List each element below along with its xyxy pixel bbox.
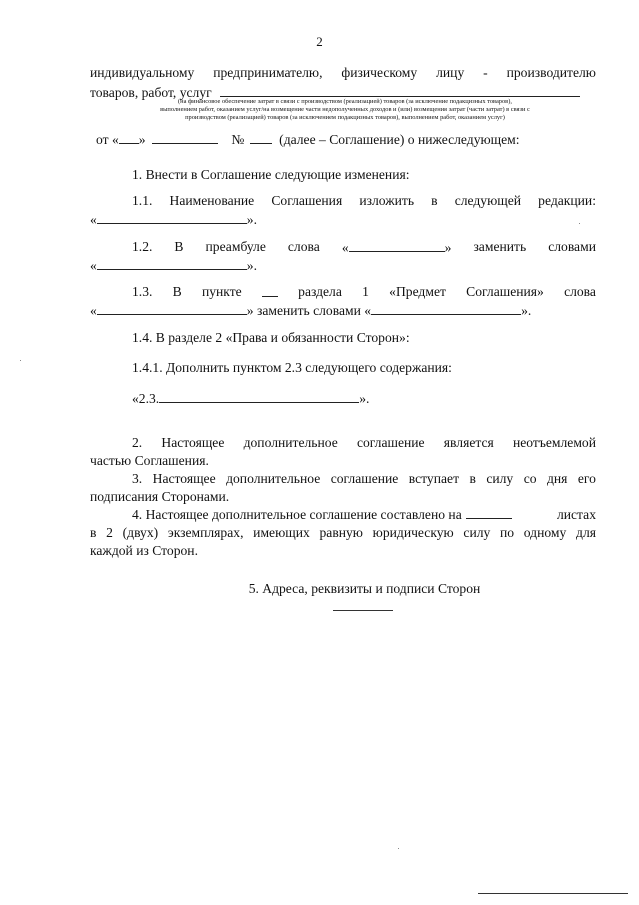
word: - <box>483 65 488 80</box>
word: лицу <box>436 65 465 80</box>
scan-speck <box>20 360 21 361</box>
word: по <box>500 525 515 540</box>
agreement-number-field[interactable] <box>250 132 272 144</box>
item-1: 1. Внести в Соглашение следующие изменения: <box>132 167 410 182</box>
page-number: 2 <box>316 34 323 49</box>
word: индивидуальному <box>90 65 195 80</box>
item-1-2-number: 1.2. <box>132 239 153 254</box>
word: Настоящее <box>161 435 225 450</box>
item-1-2-line-2 <box>90 258 257 273</box>
word-preambule: преамбуле <box>205 239 266 254</box>
old-words-field[interactable] <box>97 303 247 315</box>
close-quote: ». <box>246 212 257 227</box>
word-predmet: «Предмет <box>389 284 446 299</box>
item-5-heading: 5. Адреса, реквизиты и подписи Сторон <box>248 581 481 596</box>
item-2-3-text <box>132 391 369 406</box>
intro-line-1 <box>90 66 596 80</box>
item-1-3-number: 1.3. <box>132 284 153 299</box>
word: дополнительное <box>226 471 321 486</box>
item-1-4-1: 1.4.1. Дополнить пунктом 2.3 следующего содержания: <box>132 360 452 375</box>
word: силу <box>486 471 514 486</box>
bottom-rule <box>478 893 628 894</box>
close-quote: ». <box>521 303 532 318</box>
clause-2-3-close: ». <box>359 391 370 406</box>
section-divider <box>333 610 393 611</box>
item-3-line-2: подписания Сторонами. <box>90 489 230 504</box>
close-quote: » <box>444 240 452 255</box>
word: изложить <box>359 193 415 208</box>
item-1-3-line-1 <box>132 285 596 299</box>
close-quote: ». <box>246 258 257 273</box>
clause-2-3-open: «2.3. <box>132 391 160 406</box>
word-slova: слова <box>564 284 596 299</box>
item-1-1-line-1 <box>132 194 596 208</box>
scan-speck <box>579 223 580 224</box>
word: неотъемлемой <box>512 435 596 450</box>
word: имеющих <box>253 525 310 540</box>
item-1-2-line-1 <box>132 240 596 255</box>
number-sign: № <box>231 132 245 147</box>
word: 1.1. <box>132 193 153 208</box>
word: одному <box>523 525 567 540</box>
agreement-date-line <box>96 132 520 147</box>
word: следующей <box>454 193 522 208</box>
word-slova: слова <box>287 239 320 254</box>
from-close-quote: » <box>138 132 146 147</box>
word: Наименование <box>169 193 255 208</box>
item-4-line-3: каждой из Сторон. <box>90 543 198 558</box>
word-zamenit: заменить <box>473 239 527 254</box>
word-slovami: словами <box>548 239 596 254</box>
word: 3. <box>132 471 143 486</box>
item-1-4: 1.4. В разделе 2 «Права и обязанности Сторон»: <box>132 330 410 345</box>
open-quote: « <box>90 212 97 227</box>
intro-goods-text: товаров, работ, услуг <box>90 85 212 100</box>
word: (двух) <box>122 525 159 540</box>
word: соглашение <box>356 435 425 450</box>
month-year-field[interactable] <box>152 132 218 144</box>
item-1-1-line-2 <box>90 212 257 227</box>
item-2-line-1 <box>132 436 596 450</box>
item-4-line-1 <box>132 507 596 522</box>
word: Соглашения <box>271 193 343 208</box>
word: физическому <box>341 65 418 80</box>
scan-speck <box>398 848 399 849</box>
open-quote: « <box>90 258 97 273</box>
explanatory-note-2: выполнением работ, оказанием услуг/на возмещение части недополученных доходов и (или) возмещения затрат (части затрат) в связи с <box>160 106 530 113</box>
word: является <box>443 435 494 450</box>
word: Настоящее <box>152 471 216 486</box>
word-v: В <box>172 284 182 299</box>
recipient-name-field[interactable] <box>220 85 580 97</box>
word: в <box>90 525 97 540</box>
word: со <box>523 471 537 486</box>
from-label: от « <box>96 132 119 147</box>
word: вступает <box>408 471 460 486</box>
old-words-group <box>342 240 452 255</box>
old-words-field[interactable] <box>349 240 445 252</box>
clause-2-3-field[interactable] <box>159 391 359 403</box>
word: экземплярах, <box>167 525 244 540</box>
word: силу <box>463 525 491 540</box>
item-4-line-2 <box>90 526 596 540</box>
word-razdela: раздела <box>298 284 342 299</box>
item-3-line-1 <box>132 472 596 486</box>
word-listakh: листах <box>556 507 596 522</box>
word: дополнительное <box>243 435 338 450</box>
word: для <box>576 525 596 540</box>
open-quote: « <box>90 303 97 318</box>
sheet-count-field[interactable] <box>466 507 512 519</box>
word: юридическую <box>372 525 454 540</box>
item-1-3-line-2 <box>90 303 531 318</box>
new-words-field[interactable] <box>371 303 521 315</box>
explanatory-note-3: производством (реализацией) товаров (за исключением подакцизных товаров), выполнением работ, оказанием услуг) <box>185 114 505 121</box>
word-punkte: пункте <box>201 284 242 299</box>
item-4-text: 4. Настоящее дополнительное соглашение составлено на <box>132 507 462 522</box>
new-name-field[interactable] <box>97 212 247 224</box>
word: соглашение <box>330 471 399 486</box>
open-quote: « <box>341 240 349 255</box>
word-soglasheniya: Соглашения» <box>466 284 544 299</box>
word-v: В <box>174 239 184 254</box>
section-one: 1 <box>362 284 369 299</box>
word: в <box>469 471 476 486</box>
explanatory-note-1: (на финансовое обеспечение затрат в связи с производством (реализацией) товаров (за исключение подакцизных товаров), <box>178 98 512 105</box>
word: в <box>431 193 438 208</box>
day-field[interactable] <box>119 132 139 144</box>
word: равную <box>319 525 363 540</box>
word: редакции: <box>538 193 596 208</box>
word: 2. <box>132 435 143 450</box>
word: производителю <box>506 65 596 80</box>
item-2-line-2: частью Соглашения. <box>90 453 209 468</box>
clause-number-field[interactable] <box>262 285 278 297</box>
word: 2 <box>106 525 113 540</box>
word: дня <box>546 471 568 486</box>
new-words-field[interactable] <box>97 258 247 270</box>
word: предпринимателю, <box>213 65 323 80</box>
replace-with-text: » заменить словами « <box>246 303 372 318</box>
word: его <box>577 471 596 486</box>
from-line-rest: (далее – Соглашение) о нижеследующем: <box>279 132 520 147</box>
